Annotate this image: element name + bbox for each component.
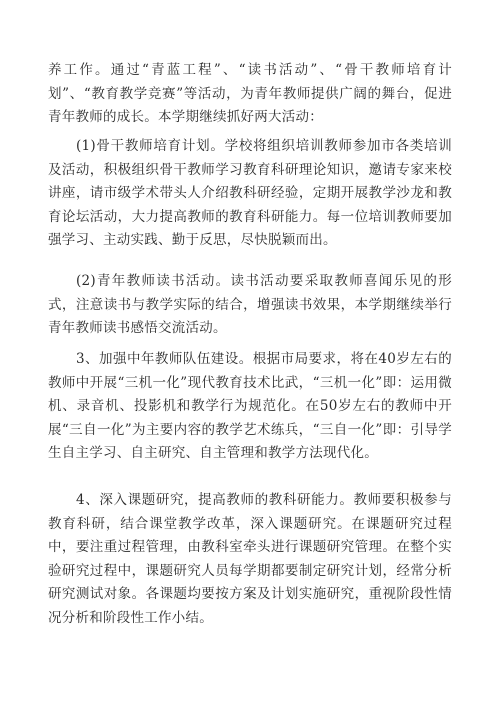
paragraph-research-projects: 4、深入课题研究，提高教师的教科研能力。教师要积极参与教育科研，结合课堂教学改革，深入课题研究。在课题研究过程中，要注重过程管理，由教科室牵头进行课题研究管理。在整个实验研究过程中，课题研究人员每学期都要制定研究计划，经常分析研究测试对象。各课题均要按方案及计划实施研究，重视阶段性情况分析和阶段性工作小结。 xyxy=(48,492,452,626)
paragraph-reading-activity: (2)青年教师读书活动。读书活动要采取教师喜闻乐见的形式，注意读书与教学实际的结合，增强读书效果，本学期继续举行青年教师读书感悟交流活动。 xyxy=(48,273,452,337)
paragraph-young-teacher-activities: 养工作。通过“青蓝工程”、“读书活动”、“骨干教师培育计划”、“教育教学竞赛”等活动，为青年教师提供广阔的舞台，促进青年教师的成长。本学期继续抓好两大活动： xyxy=(48,62,452,126)
paragraph-middle-aged-teachers: 3、加强中年教师队伍建设。根据市局要求，将在40岁左右的教师中开展“三机一化”现代教育技术比武，“三机一化”即：运用微机、录音机、投影机和教学行为规范化。在50岁左右的教师中开展“三自一化”为主要内容的教学艺术练兵，“三自一化”即：引导学生自主学习、自主研究、自主管理和教学方法现代化。 xyxy=(48,351,452,462)
paragraph-backbone-teacher-plan: (1)骨干教师培育计划。学校将组织培训教师参加市各类培训及活动，积极组织骨干教师学习教育科研理论知识，邀请专家来校讲座，请市级学术带头人介绍教科研经验，定期开展教学沙龙和教育论坛活动，大力提高教师的教育科研能力。每一位培训教师要加强学习、主动实践、勤于反思，尽快脱颖而出。 xyxy=(48,138,452,249)
